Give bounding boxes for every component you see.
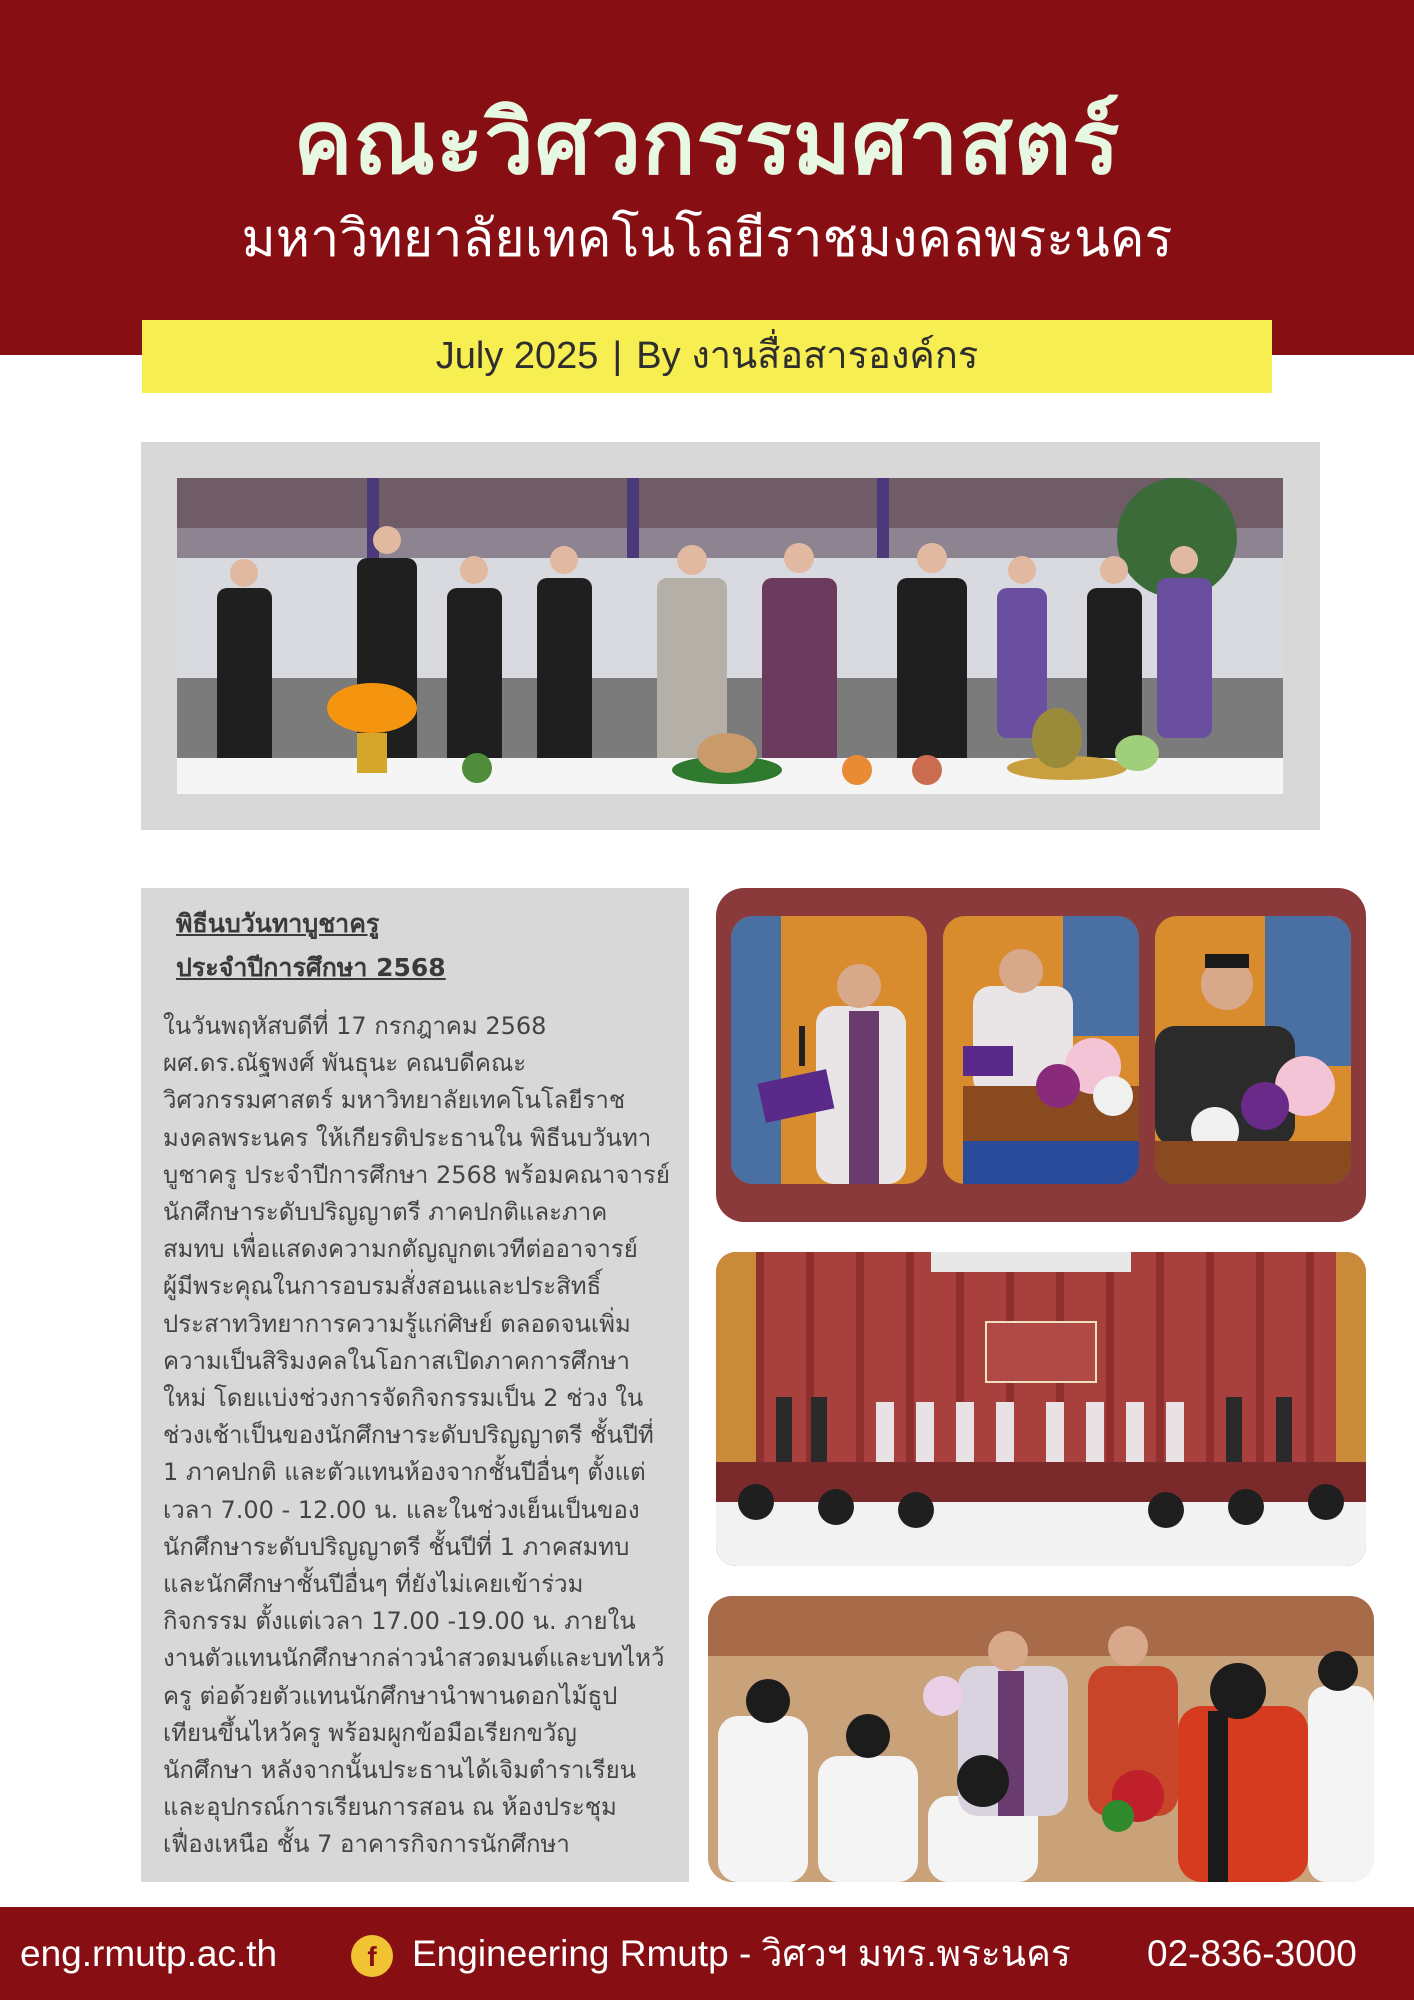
phone-number: 02-836-3000 xyxy=(1147,1933,1357,1974)
hero-photo-frame xyxy=(141,442,1320,830)
speaker-photo-3 xyxy=(1155,916,1351,1184)
article-heading-line-1: พิธีนบวันทาบูชาครู xyxy=(176,909,380,938)
footer-bar xyxy=(0,1907,1414,2000)
speaker-photo-strip xyxy=(716,888,1366,1222)
hero-photo xyxy=(177,478,1283,794)
page-subtitle: มหาวิทยาลัยเทคโนโลยีราชมงคลพระนคร xyxy=(241,209,1173,269)
ceremony-crowd-photo xyxy=(708,1596,1374,1882)
page-title: คณะวิศวกรรมศาสตร์ xyxy=(293,91,1121,194)
dateline-separator: | xyxy=(612,335,623,377)
article-heading xyxy=(176,902,656,990)
dateline-banner xyxy=(142,320,1272,393)
byline: By งานสื่อสารองค์กร xyxy=(636,335,979,377)
website-link[interactable]: eng.rmutp.ac.th xyxy=(20,1933,278,1974)
article-body: ในวันพฤหัสบดีที่ 17 กรกฎาคม 2568 ผศ.ดร.ณัฐพงศ์ พันธุนะ คณบดีคณะ วิศวกรรมศาสตร์ มหาวิทยาลัยเทคโนโลยีราช มงคลพระนคร ให้เกียรติประธานใน พิธีนบวันทา บูชาครู ประจำปีการศึกษา 2568 พร้อมคณาจารย์ นักศึกษาระดับปริญญาตรี ภาคปกติและภาค สมทบ เพื่อแสดงความกตัญญูกตเวทีต่ออาจารย์ ผู้มีพระคุณในการอบรมสั่งสอนและประสิทธิ์ ประสาทวิทยาการความรู้แก่ศิษย์ ตลอดจนเพิ่ม ความเป็นสิริมงคลในโอกาสเปิดภาคการศึกษา ใหม่ โดยแบ่งช่วงการจัดกิจกรรมเป็น 2 ช่วง ใน ช่วงเช้าเป็นของนักศึกษาระดับปริญญาตรี ชั้นปีที่ 1 ภาคปกติ และตัวแทนห้องจากชั้นปีอื่นๆ ตั้งแต่ เวลา 7.00 - 12.00 น. และในช่วงเย็นเป็นของ นักศึกษาระดับปริญญาตรี ชั้นปีที่ 1 ภาคสมทบ และนักศึกษาชั้นปีอื่นๆ ที่ยังไม่เคยเข้าร่วม กิจกรรม ตั้งแต่เวลา 17.00 -19.00 น. ภายใน งานตัวแทนนักศึกษากล่าวนำสวดมนต์และบทไหว้ ครู ต่อด้วยตัวแทนนักศึกษานำพานดอกไม้ธูป เทียนขึ้นไหว้ครู พร้อมผูกข้อมือเรียกขวัญ นักศึกษา หลังจากนั้นประธานได้เจิมตำราเรียน และอุปกรณ์การเรียนการสอน ณ ห้องประชุม เฟื่องเหนือ ชั้น 7 อาคารกิจการนักศึกษา xyxy=(163,1012,670,1859)
speaker-photo-2 xyxy=(943,916,1139,1184)
facebook-icon: f xyxy=(351,1935,393,1977)
issue-date: July 2025 xyxy=(435,335,599,377)
article-panel xyxy=(141,888,689,1882)
facebook-page-link[interactable]: Engineering Rmutp - วิศวฯ มทร.พระนคร xyxy=(412,1933,1071,1974)
masthead xyxy=(0,0,1414,355)
speaker-photo-1 xyxy=(731,916,927,1184)
article-heading-line-2: ประจำปีการศึกษา 2568 xyxy=(176,953,446,982)
stage-photo xyxy=(716,1252,1366,1566)
